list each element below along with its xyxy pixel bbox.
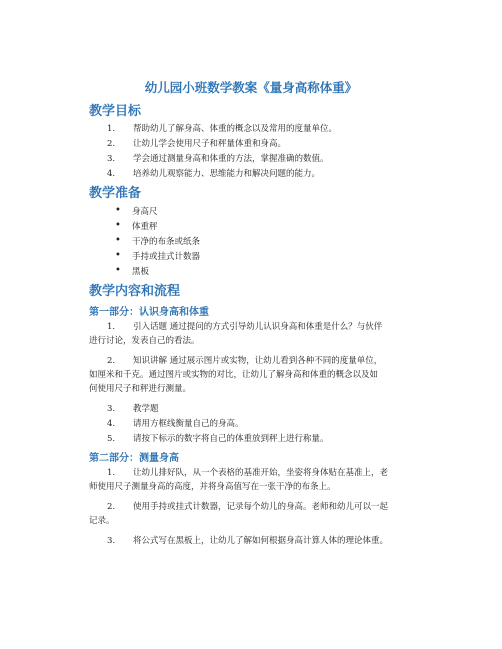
bullet-icon: • [115,265,121,276]
subsection-heading-part2: 第二部分：测量身高 [89,453,179,464]
list-text: 让幼儿学会使用尺子和秤量体重和身高。 [133,139,287,149]
list-number: 3. [107,404,116,414]
list-text: 请按下标示的数字将自己的体重放到秤上进行称量。 [133,434,329,444]
bullet-text: 手持或挂式计数器 [132,252,201,262]
document-title: 幼儿园小班数学教案《量身高称体重》 [144,80,358,95]
list-text: 请用方框线衡量自己的身高。 [133,419,244,429]
list-number: 5. [107,434,116,444]
section-heading-content: 教学内容和流程 [89,284,181,299]
bullet-icon: • [115,205,121,216]
subsection-heading-part1: 第一部分：认识身高和体重 [89,307,209,318]
list-number: 4. [107,169,116,179]
bullet-icon: • [115,235,121,246]
paragraph-line: 引入话题 通过提问的方式引导幼儿认识身高和体重是什么？与伙伴 [133,322,383,332]
paragraph-line: 知识讲解 通过展示图片或实物，让幼儿看到各种不同的度量单位， [133,356,383,366]
paragraph-line: 将公式写在黑板上，让幼儿了解如何根据身高计算人体的理论体重。 [133,536,389,546]
list-text: 培养幼儿观察能力、思维能力和解决问题的能力。 [133,169,321,179]
paragraph-line: 使用手持或挂式计数器，记录每个幼儿的身高。老师和幼儿可以一起 [133,502,389,512]
paragraph-line: 让幼儿排好队，从一个表格的基准开始，坐姿将身体贴在基准上，老 [133,468,389,478]
bullet-text: 身高尺 [132,207,158,217]
list-number: 3. [107,536,116,546]
list-number: 2. [107,139,116,149]
bullet-text: 体重秤 [132,222,158,232]
paragraph-line: 进行讨论，发表自己的看法。 [89,336,200,346]
list-number: 1. [107,124,116,134]
list-number: 3. [107,154,116,164]
numbered-paragraph [89,354,429,396]
paragraph-line: 如厘米和千克。通过图片或实物的对比，让幼儿了解身高和体重的概念以及如 [89,370,379,380]
bullet-icon: • [115,250,121,261]
list-number: 2. [107,356,116,366]
paragraph-line: 何使用尺子和秤进行测量。 [89,384,192,394]
list-number: 2. [107,502,116,512]
list-text: 帮助幼儿了解身高、体重的概念以及常用的度量单位。 [133,124,338,134]
bullet-text: 黑板 [132,267,150,277]
section-heading-objectives: 教学目标 [89,104,142,119]
bullet-text: 干净的布条或纸条 [132,237,201,247]
paragraph-line: 师使用尺子测量身高的高度，并将身高值写在一张干净的布条上。 [89,482,336,492]
list-text: 学会通过测量身高和体重的方法，掌握准确的数值。 [133,154,329,164]
bullet-icon: • [115,220,121,231]
numbered-paragraph [89,500,429,528]
paragraph-line: 记录。 [89,516,115,526]
section-heading-preparation: 教学准备 [89,186,142,201]
list-text: 教学题 [133,404,159,414]
list-number: 4. [107,419,116,429]
numbered-paragraph [89,320,429,348]
numbered-paragraph [89,534,429,548]
numbered-paragraph [89,466,429,494]
list-number: 1. [107,468,116,478]
list-number: 1. [107,322,116,332]
